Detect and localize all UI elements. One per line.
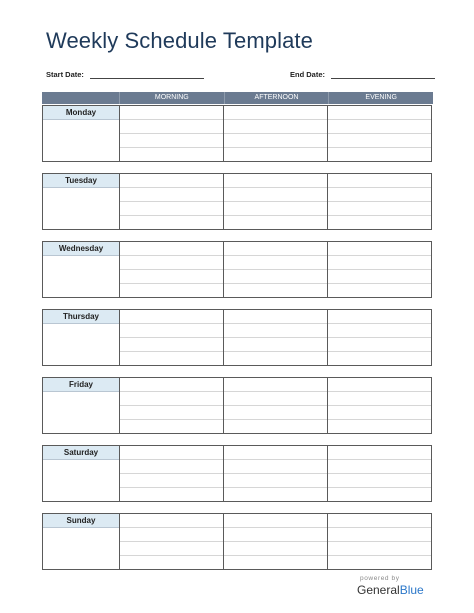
slot-line[interactable] xyxy=(328,284,431,297)
slot-line[interactable] xyxy=(328,120,431,134)
slot-morning[interactable] xyxy=(120,310,224,365)
slot-line[interactable] xyxy=(224,474,327,488)
day-label: Tuesday xyxy=(43,174,119,188)
slot-line[interactable] xyxy=(328,488,431,501)
column-header-afternoon: AFTERNOON xyxy=(224,92,329,104)
slot-morning[interactable] xyxy=(120,106,224,161)
slot-evening[interactable] xyxy=(328,174,431,229)
slot-line[interactable] xyxy=(328,324,431,338)
slot-line[interactable] xyxy=(120,556,223,569)
day-block-tuesday xyxy=(42,173,432,230)
slot-line[interactable] xyxy=(328,406,431,420)
brand-blue: Blue xyxy=(399,583,424,597)
slot-line[interactable] xyxy=(120,446,223,460)
slot-line[interactable] xyxy=(120,474,223,488)
slot-evening[interactable] xyxy=(328,514,431,569)
day-label: Wednesday xyxy=(43,242,119,256)
slot-line[interactable] xyxy=(224,324,327,338)
slot-line[interactable] xyxy=(224,446,327,460)
slot-line[interactable] xyxy=(328,352,431,365)
header-spacer xyxy=(42,92,119,104)
slot-line[interactable] xyxy=(120,420,223,433)
slot-line[interactable] xyxy=(224,256,327,270)
slot-evening[interactable] xyxy=(328,446,431,501)
slot-line[interactable] xyxy=(328,474,431,488)
slot-afternoon[interactable] xyxy=(224,446,328,501)
slot-afternoon[interactable] xyxy=(224,514,328,569)
slot-line[interactable] xyxy=(328,202,431,216)
slot-line[interactable] xyxy=(224,420,327,433)
column-header-bar xyxy=(42,92,433,104)
slot-line[interactable] xyxy=(120,216,223,229)
slot-line[interactable] xyxy=(328,528,431,542)
slot-line[interactable] xyxy=(120,488,223,501)
day-label-column xyxy=(43,242,120,297)
slot-line[interactable] xyxy=(328,174,431,188)
slot-morning[interactable] xyxy=(120,378,224,433)
slot-morning[interactable] xyxy=(120,514,224,569)
slot-line[interactable] xyxy=(120,120,223,134)
slot-line[interactable] xyxy=(224,338,327,352)
slot-line[interactable] xyxy=(120,284,223,297)
slot-afternoon[interactable] xyxy=(224,106,328,161)
day-label: Friday xyxy=(43,378,119,392)
slot-line[interactable] xyxy=(224,378,327,392)
day-label-column xyxy=(43,378,120,433)
slot-line[interactable] xyxy=(328,188,431,202)
slot-line[interactable] xyxy=(224,528,327,542)
slot-line[interactable] xyxy=(120,310,223,324)
slot-line[interactable] xyxy=(224,488,327,501)
slot-line[interactable] xyxy=(120,148,223,161)
slot-line[interactable] xyxy=(328,378,431,392)
powered-by-text: powered by xyxy=(360,575,400,582)
slot-line[interactable] xyxy=(224,542,327,556)
slot-evening[interactable] xyxy=(328,242,431,297)
slot-line[interactable] xyxy=(120,460,223,474)
slot-line[interactable] xyxy=(328,148,431,161)
slot-line[interactable] xyxy=(328,420,431,433)
day-notes-area[interactable] xyxy=(43,392,119,434)
slot-line[interactable] xyxy=(120,392,223,406)
slot-line[interactable] xyxy=(328,392,431,406)
slot-line[interactable] xyxy=(120,528,223,542)
slot-line[interactable] xyxy=(224,392,327,406)
slot-line[interactable] xyxy=(328,270,431,284)
day-label: Sunday xyxy=(43,514,119,528)
slot-evening[interactable] xyxy=(328,310,431,365)
slot-evening[interactable] xyxy=(328,378,431,433)
day-block-saturday xyxy=(42,445,432,502)
day-label-column xyxy=(43,514,120,569)
day-block-wednesday xyxy=(42,241,432,298)
slot-line[interactable] xyxy=(328,106,431,120)
end-date-label: End Date: xyxy=(290,70,326,79)
slot-line[interactable] xyxy=(328,556,431,569)
end-date-line[interactable] xyxy=(331,70,435,79)
brand-general: General xyxy=(357,583,400,597)
slot-line[interactable] xyxy=(120,378,223,392)
slot-line[interactable] xyxy=(224,514,327,528)
slot-line[interactable] xyxy=(120,242,223,256)
day-notes-area[interactable] xyxy=(43,120,119,162)
slot-line[interactable] xyxy=(120,134,223,148)
slot-line[interactable] xyxy=(224,106,327,120)
slot-line[interactable] xyxy=(224,284,327,297)
slot-afternoon[interactable] xyxy=(224,242,328,297)
slot-morning[interactable] xyxy=(120,242,224,297)
slot-line[interactable] xyxy=(120,406,223,420)
day-notes-area[interactable] xyxy=(43,188,119,230)
day-label-column xyxy=(43,106,120,161)
slot-line[interactable] xyxy=(120,542,223,556)
slot-evening[interactable] xyxy=(328,106,431,161)
slot-line[interactable] xyxy=(224,310,327,324)
slot-afternoon[interactable] xyxy=(224,174,328,229)
slot-line[interactable] xyxy=(328,514,431,528)
slot-morning[interactable] xyxy=(120,174,224,229)
slot-line[interactable] xyxy=(328,446,431,460)
slot-line[interactable] xyxy=(328,242,431,256)
day-label: Saturday xyxy=(43,446,119,460)
slot-afternoon[interactable] xyxy=(224,378,328,433)
slot-line[interactable] xyxy=(120,324,223,338)
slot-morning[interactable] xyxy=(120,446,224,501)
slot-line[interactable] xyxy=(120,188,223,202)
slot-line[interactable] xyxy=(328,310,431,324)
slot-line[interactable] xyxy=(328,460,431,474)
slot-line[interactable] xyxy=(120,352,223,365)
slot-line[interactable] xyxy=(328,256,431,270)
end-date-field[interactable] xyxy=(290,70,435,79)
column-header-morning: MORNING xyxy=(119,92,224,104)
column-header-evening: EVENING xyxy=(328,92,433,104)
day-label: Monday xyxy=(43,106,119,120)
slot-line[interactable] xyxy=(224,174,327,188)
day-label: Thursday xyxy=(43,310,119,324)
slot-line[interactable] xyxy=(328,216,431,229)
slot-line[interactable] xyxy=(224,556,327,569)
slot-line[interactable] xyxy=(224,460,327,474)
day-notes-area[interactable] xyxy=(43,460,119,502)
slot-line[interactable] xyxy=(120,514,223,528)
day-block-sunday xyxy=(42,513,432,570)
slot-line[interactable] xyxy=(224,406,327,420)
slot-line[interactable] xyxy=(328,134,431,148)
slot-line[interactable] xyxy=(224,120,327,134)
slot-line[interactable] xyxy=(120,270,223,284)
day-notes-area[interactable] xyxy=(43,256,119,298)
generalblue-logo xyxy=(357,583,424,597)
day-block-thursday xyxy=(42,309,432,366)
slot-line[interactable] xyxy=(224,270,327,284)
slot-line[interactable] xyxy=(120,174,223,188)
slot-line[interactable] xyxy=(328,338,431,352)
slot-line[interactable] xyxy=(120,338,223,352)
slot-line[interactable] xyxy=(224,148,327,161)
slot-line[interactable] xyxy=(224,242,327,256)
start-date-line[interactable] xyxy=(90,70,204,79)
start-date-label: Start Date: xyxy=(46,70,84,79)
day-label-column xyxy=(43,174,120,229)
slot-line[interactable] xyxy=(120,256,223,270)
slot-line[interactable] xyxy=(224,202,327,216)
slot-line[interactable] xyxy=(120,106,223,120)
day-notes-area[interactable] xyxy=(43,528,119,570)
day-block-monday xyxy=(42,105,432,162)
day-label-column xyxy=(43,446,120,501)
page-title: Weekly Schedule Template xyxy=(46,28,313,53)
slot-line[interactable] xyxy=(224,352,327,365)
day-block-friday xyxy=(42,377,432,434)
day-label-column xyxy=(43,310,120,365)
slot-line[interactable] xyxy=(224,188,327,202)
slot-line[interactable] xyxy=(120,202,223,216)
slot-line[interactable] xyxy=(224,134,327,148)
day-notes-area[interactable] xyxy=(43,324,119,366)
slot-line[interactable] xyxy=(328,542,431,556)
slot-afternoon[interactable] xyxy=(224,310,328,365)
start-date-field[interactable] xyxy=(46,70,204,79)
slot-line[interactable] xyxy=(224,216,327,229)
